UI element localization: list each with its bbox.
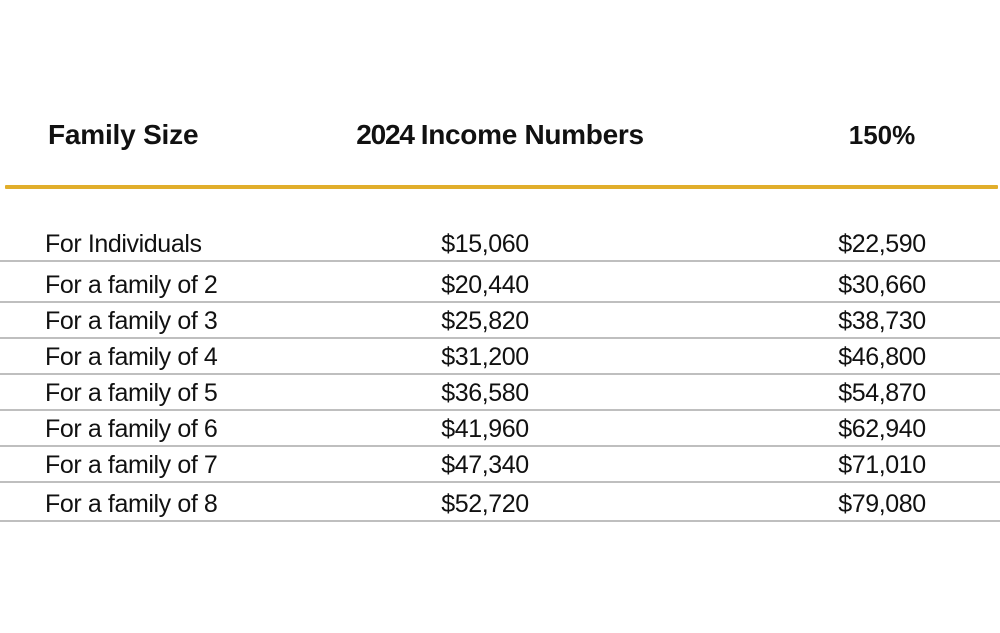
family-size-cell: For Individuals [45,230,202,258]
pct150-cell: $62,940 [838,415,926,443]
table-row [0,447,1000,483]
table-row [0,189,1000,262]
family-size-cell: For a family of 7 [45,451,218,479]
income-cell: $20,440 [441,271,529,299]
income-table-page [0,116,1000,633]
family-size-cell: For a family of 8 [45,490,218,518]
pct150-cell: $71,010 [838,451,926,479]
income-cell: $36,580 [441,379,529,407]
family-size-cell: For a family of 6 [45,415,218,443]
income-cell: $47,340 [441,451,529,479]
pct150-cell: $54,870 [838,379,926,407]
header-150-percent: 150% [848,119,916,150]
table-header-row [0,116,1000,154]
pct150-cell: $22,590 [838,230,926,258]
pct150-cell: $38,730 [838,307,926,335]
table-row [0,262,1000,303]
income-cell: $41,960 [441,415,529,443]
family-size-cell: For a family of 2 [45,271,218,299]
header-family-size: Family Size [48,119,199,150]
header-income-label: Income Numbers [420,119,644,150]
pct150-cell: $30,660 [838,271,926,299]
table-row [0,339,1000,375]
header-income-year: 2024 [356,119,414,150]
table-row [0,375,1000,411]
pct150-cell: $79,080 [838,490,926,518]
income-cell: $15,060 [441,230,529,258]
table-row [0,303,1000,339]
table-row [0,411,1000,447]
income-cell: $52,720 [441,490,529,518]
family-size-cell: For a family of 5 [45,379,218,407]
pct150-cell: $46,800 [838,343,926,371]
header-income-numbers [345,119,655,151]
income-cell: $25,820 [441,307,529,335]
income-cell: $31,200 [441,343,529,371]
table-row [0,483,1000,522]
family-size-cell: For a family of 4 [45,343,218,371]
table-body [0,189,1000,522]
family-size-cell: For a family of 3 [45,307,218,335]
